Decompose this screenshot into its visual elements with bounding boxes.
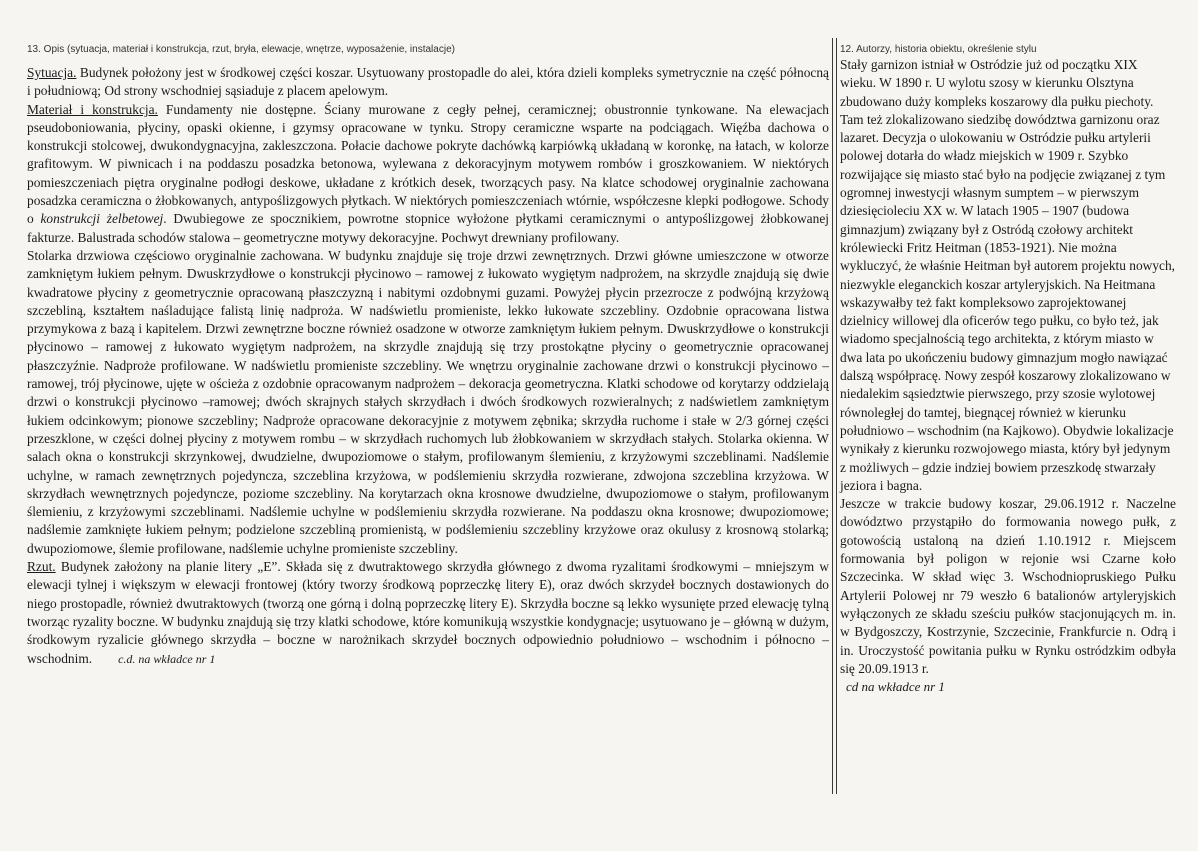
regiment-paragraph: Jeszcze w trakcie budowy koszar, 29.06.1912 r. Naczelne dowództwo przystąpiło do formowania nowego pułk, z gotowością ustaloną na dzień 1.10.1912 r. Miejscem formowania był poligon w rejonie wsi Czarne koło Szczecinka. W skład więc 3. Wschodniopruskiego Pułku Artylerii Polowej nr 79 weszło 6 batalionów artyleryjskich wyłączonych ze składu sześciu pułków stacjonujących m. in. w Bydgoszczy, Kostrzynie, Szczecinie, Frankfurcie n. Odrą i in. Uroczystość powitania pułku w Rynku ostródzkim odbyła się 20.09.1913 r. [840,496,1176,676]
material-italic-text: konstrukcji żelbetowej [40,211,164,227]
description-column [27,64,829,668]
history-column [840,56,1176,696]
plan-text: Budynek założony na planie litery „E”. Składa się z dwutraktowego skrzydła głównego z dwoma ryzalitami środkowymi – mniejszym w elewacji tylnej i większym w elewacji frontowej (który tworzy środkową poprzeczkę litery E), oraz dwóch skrzydeł bocznych dostawionych do niego prostopadle, również dwutraktowych (tworzą one górną i dolną poprzeczkę litery E). Skrzydła boczne są lekko wysunięte przed elewację tylną tworząc ryzality boczne. W budynku znajdują się trzy klatki schodowe, które komunikują wszystkie kondygnacje; usytuowano je – główną w dużym, środkowym ryzalicie głównego skrzydła – boczne w narożnikach skrzydeł bocznych odpowiednio południowo – wschodnim i północno – wschodnim. [27,559,829,666]
column-divider-line [832,38,833,794]
history-paragraph: Stały garnizon istniał w Ostródzie już od początku XIX wieku. W 1890 r. U wylotu szosy w kierunku Olsztyna zbudowano duży kompleks koszarowy dla pułku piechoty. Tam też zlokalizowano siedzibę dowództwa garnizonu oraz lazaret. Decyzja o ulokowaniu w Ostródzie pułku artylerii polowej dotarła do władz miejskich w 1909 r. Szybko rozwijające się miasto stać było na podjęcie związanej z tym ogromnej inwestycji własnym sumptem – w pierwszym dziesięcioleciu XX w. W latach 1905 – 1907 (budowa gimnazjum) związany był z Ostródą czołowy architekt królewiecki Fritz Heitman (1853-1921). Nie można wykluczyć, że właśnie Heitman był autorem projektu nowych, niezwykle eleganckich koszar artyleryjskich. Na Heitmana wskazywałby też fakt kompleksowo zaprojektowanej dzielnicy willowej dla oficerów tego pułku, co było też, jak wiadomo specjalnością tego architekta, z którym miasto w dwa lata po ukończeniu budowy gimnazjum mogło nawiązać dalszą współpracę. Nowy zespół koszarowy zlokalizowano w niedalekim sąsiedztwie pierwszego, przy szosie wylotowej równoległej do tamtej, biegnącej również w kierunku południowo – wschodnim (na Kajkowo). Obydwie lokalizacje wynikały z kierunku rozwojowego miasta, który był jedynym z możliwych – gdzie indziej bowiem przeszkodę stwarzały jeziora i bagna. [840,57,1176,493]
material-text-continued: . Dwubiegowe ze spocznikiem, powrotne stopnice wyłożone płytkami ceramicznymi o antypoślizgowej żłobkowanej fakturze. Balustrada schodów stalowa – geometryczne motywy dekoracyjne. Pochwyt drewniany profilowany. [27,211,829,245]
joinery-paragraph: Stolarka drzwiowa częściowo oryginalnie zachowana. W budynku znajduje się troje drzwi zewnętrznych. Drzwi główne umieszczone w otworze zamkniętym łukiem pełnym. Dwuskrzydłowe o konstrukcji płycinowo – ramowej z łukowato wygiętym nadprożem, na skrzydle znajdują się dwie kwadratowe płyciny z geometrycznie opracowaną płaszczyzną i nabitymi ozdobnymi guzami. Powyżej płycin przezrocze z podwójną krzyżową szczebliną, kształtem naśladujące falistą linię nadproża. W nadświetlu promieniste, lekko łukowate szczebliny. Ozdobnie opracowana listwa przymykowa z bazą i kapitelem. Drzwi zewnętrzne boczne również osadzone w otworze zamkniętym łukiem pełnym. Dwuskrzydłowe o konstrukcji płycinowo – ramowej z łukowato wygiętym nadprożem, na skrzydle znajdują się trzy prostokątne płyciny o geometrycznie opracowanej płaszczyźnie. Nadproże profilowane. W nadświetlu promieniste szczebliny. We wnętrzu oryginalnie zachowane drzwi o konstrukcji płycinowo – ramowej, trój płycinowe, ujęte w ościeża z ozdobnie opracowanym nadprożem – dekoracja geometryczna. Klatki schodowe od korytarzy oddzielają drzwi o konstrukcji płycinowo –ramowej; dwóch skrajnych stałych skrzydłach i dwóch środkowych rozwieralnych; z nadświetlem zamkniętym łukiem odcinkowym; pionowe szczebliny; Nadproże opracowane dekoracyjnie z motywem zębnika; skrzydła ruchome i stałe w 2/3 górnej części przeszklone, w części dolnej płyciny z motywem rombu – w skrzydłach ruchomych lub żłobkowaniem w skrzydłach stałych. Stolarka okienna. W salach okna o konstrukcji skrzynkowej, dwudzielne, dwupoziomowe o stałym, profilowanym ślemieniu, z krzyżowymi szczeblinami. Nadślemie uchylne, w ramach zewnętrznych pojedyncza, szczeblina krzyżowa, w podślemieniu skrzydła rozwierane, zdwojona szczeblina krzyżowa. W skrzydłach wewnętrznych pojedyncze, poziome szczebliny. Na korytarzach okna krosnowe dwudzielne, dwupoziomowe o stałym, profilowanym ślemieniu, z krzyżowymi szczeblinami. Nadślemie uchylne w podślemieniu skrzydła rozwierane. Na poddaszu okna krosnowe; dwupoziomowe; nadślemie zamknięte łukiem pełnym; podzielone szczebliną promienistą, w podślemieniu szczebliny krzyżowe oraz okulusy z krosnową stolarką; dwupoziomowe, ślemie profilowane, nadślemie uchylne promieniste szczebliny. [27,247,829,556]
situation-text: Budynek położony jest w środkowej części koszar. Usytuowany prostopadle do alei, która dzieli kompleks symetrycznie na część północną i południową; Od strony wschodniej sąsiaduje z placem apelowym. [27,65,829,99]
material-paragraph [27,101,829,247]
plan-heading: Rzut. [27,559,56,575]
situation-paragraph [27,64,829,101]
continuation-note: c.d. na wkładce nr 1 [118,651,216,666]
material-heading: Materiał i konstrukcja. [27,101,158,117]
continuation-note: cd na wkładce nr 1 [846,679,945,695]
section-13-header: 13. Opis (sytuacja, materiał i konstrukcja, rzut, bryła, elewacje, wnętrze, wyposażenie, instalacje) [27,44,455,55]
material-text: Fundamenty nie dostępne. Ściany murowane z cegły pełnej, ceramicznej; obustronnie tynkowane. Na elewacjach pseudoboniowania, płyciny, opaski okienne, i gzymsy opracowane w tynku. Stropy ceramiczne wsparte na podciągach. Więźba dachowa o konstrukcji stolcowej, dwukondygnacyjna, zakleszczona. Połacie dachowe pokryte dachówką karpiówką układaną w koronkę, na łatach, w kolorze grafitowym. W piwnicach i na poddaszu posadzka betonowa, wylewana z dekoracyjnym motywem rombów i groszkowaniem. W niektórych pomieszczeniach piętra oryginalne podłogi deskowe, układane z krótkich desek, tworzących pasy. Na klatce schodowej oryginalnie zachowana posadzka ceramiczna o żłobkowanych, antypoślizgowych płytkach. W niektórych pomieszczeniach wtórnie, współczesne klepki podłogowe. Schody o [27,101,829,227]
situation-heading: Sytuacja. [27,65,77,80]
column-divider-line [836,38,837,794]
section-12-header: 12. Autorzy, historia obiektu, określenie stylu [840,44,1037,55]
plan-paragraph [27,558,829,668]
